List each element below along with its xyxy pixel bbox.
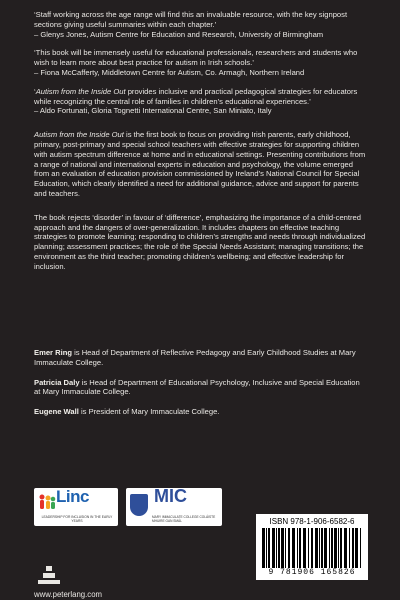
isbn-label: ISBN 978-1-906-6582-6	[269, 517, 355, 526]
quote-2-attribution: – Fiona McCafferty, Middletown Centre for Autism, Co. Armagh, Northern Ireland	[34, 67, 305, 77]
editor-name: Emer Ring	[34, 348, 72, 357]
editor-bio	[34, 407, 368, 417]
peter-lang-logo-icon	[36, 562, 62, 588]
barcode-bar	[340, 528, 342, 568]
barcode-digits: 9 781906 165826	[268, 568, 356, 577]
barcode-bar	[272, 528, 275, 568]
barcode-bar	[262, 528, 265, 568]
barcode-bar	[334, 528, 337, 568]
barcode-bar	[324, 528, 327, 568]
barcode-bar	[315, 528, 318, 568]
editor-name: Patricia Daly	[34, 377, 80, 387]
barcode-bar	[331, 528, 333, 568]
mic-logo	[126, 488, 222, 526]
barcode-bar	[266, 528, 267, 568]
description-paragraph-1	[34, 130, 368, 199]
partner-logos	[34, 488, 234, 526]
barcode-bar	[292, 528, 295, 568]
description-paragraph-2: The book rejects ‘disorder’ in favour of ‘difference’, emphasizing the importance of a child-centred approach and the dangers of over-generalization. It includes chapters on effective teaching strategies to promote learning; responding to children’s strengths and needs through individualized planning; assessment practices; the role of the Special Needs Assistant; managing transitions; the environment as the third teacher; promoting children’s wellbeing; and effective leadership for inclusion.	[34, 212, 366, 271]
publisher-url: www.peterlang.com	[34, 590, 103, 599]
barcode-bar	[303, 528, 306, 568]
editor-bio-text: is Head of Department of Reflective Pedagogy and Early Childhood Studies at Mary Immaculate College.	[34, 348, 356, 367]
linc-wordmark: Linc	[56, 487, 89, 506]
barcode-bar	[329, 528, 330, 568]
barcode-bar	[338, 528, 339, 568]
linc-subtitle: LEADERSHIP FOR INCLUSION IN THE EARLY YEARS	[41, 515, 113, 523]
isbn-barcode	[256, 514, 368, 580]
editor-name: Eugene Wall	[34, 407, 79, 417]
barcode-bar	[321, 528, 323, 568]
quote-1-text: ‘Staff working across the age range will find this an invaluable resource, with the key signpost sections giving useful summaries within each chapter.’	[34, 10, 348, 29]
editor-bio	[34, 378, 368, 398]
quote-2	[34, 48, 368, 77]
barcode-bar	[352, 528, 354, 568]
blurb-text	[34, 10, 368, 281]
barcode-bar	[360, 528, 361, 568]
quote-3-attribution: – Aldo Fortunati, Gloria Tognetti International Centre, San Miniato, Italy	[34, 106, 272, 116]
barcode-bar	[281, 528, 284, 568]
editor-bio	[34, 348, 368, 368]
barcode-bar	[288, 528, 290, 568]
quote-2-text: ‘This book will be immensely useful for educational professionals, researchers and students who wish to learn more about best practice for autism in Irish schools.’	[34, 48, 358, 68]
quote-3-text: provides inclusive and practical pedagogical strategies for educators while recognizing the central role of families in children’s educational experiences.’	[34, 86, 358, 106]
editor-bios	[34, 348, 368, 427]
barcode-bar	[299, 528, 301, 568]
barcode-bars-icon	[262, 528, 362, 568]
quote-1	[34, 10, 368, 39]
barcode-bar	[311, 528, 313, 568]
mic-crest-icon	[130, 494, 148, 516]
linc-figures-icon	[37, 493, 57, 515]
quote-3	[34, 87, 368, 116]
barcode-bar	[297, 528, 298, 568]
editor-bio-text: is President of Mary Immaculate College.	[78, 407, 220, 417]
editor-bio-text: is Head of Department of Educational Psychology, Inclusive and Special Education at Mary Immaculate College.	[34, 377, 360, 397]
mic-wordmark: MIC	[154, 486, 187, 506]
barcode-bar	[268, 528, 270, 568]
quote-3-open: ‘	[34, 86, 36, 96]
barcode-bar	[349, 528, 350, 568]
mic-subtitle: MARY IMMACULATE COLLEGE COLÁISTE MHUIRE GAN SMÁL	[152, 515, 216, 523]
barcode-bar	[319, 528, 320, 568]
quote-1-attribution: – Glenys Jones, Autism Centre for Education and Research, University of Birmingham	[34, 29, 324, 39]
barcode-bar	[308, 528, 309, 568]
barcode-bar	[344, 528, 347, 568]
book-title: Autism from the Inside Out	[34, 130, 124, 140]
linc-logo	[34, 488, 118, 526]
barcode-bar	[285, 528, 286, 568]
barcode-bar	[276, 528, 277, 568]
barcode-bar	[355, 528, 358, 568]
quote-3-title: Autism from the Inside Out	[35, 86, 126, 96]
description-1-text: is the first book to focus on providing Irish parents, early childhood, primary, post-primary and special school teachers with effective strategies for supporting children with autism spectrum difference at home and in educational settings. Presenting contributions from a range of national and international experts in education and psychology, the volume emerged from an evaluation of education provision commissioned by Ireland’s National Council for Special Education, which clearly identified a need for additional guidance, advice and support for parents and teachers.	[34, 130, 366, 198]
barcode-bar	[278, 528, 280, 568]
